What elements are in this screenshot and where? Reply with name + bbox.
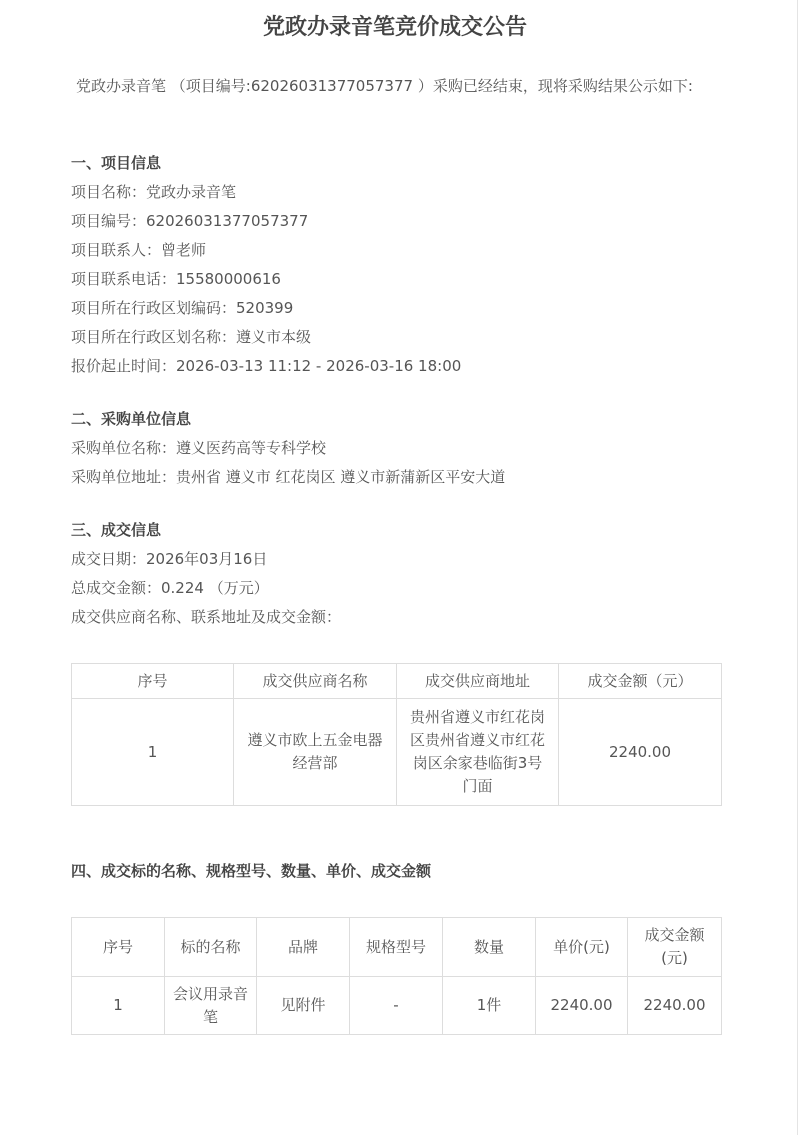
region-code: 项目所在行政区划编码：520399 <box>71 299 294 317</box>
table-cell: 2240.00 <box>628 977 722 1035</box>
items-table <box>71 917 722 1035</box>
col-header: 成交金额（元） <box>559 664 722 699</box>
col-header: 成交金额(元) <box>628 918 722 977</box>
scrollbar-edge[interactable] <box>797 0 798 1135</box>
table-row <box>72 699 722 806</box>
col-header: 成交供应商名称 <box>234 664 397 699</box>
col-header: 标的名称 <box>165 918 257 977</box>
supplier-table <box>71 663 722 806</box>
page-title: 党政办录音笔竞价成交公告 <box>262 15 527 40</box>
col-header: 序号 <box>72 664 234 699</box>
deal-date: 成交日期：2026年03月16日 <box>71 550 268 568</box>
section-items-heading: 四、成交标的名称、规格型号、数量、单价、成交金额 <box>71 862 432 880</box>
section-purchaser-heading: 二、采购单位信息 <box>71 410 192 428</box>
table-cell: - <box>350 977 443 1035</box>
purchaser-name: 采购单位名称：遵义医药高等专科学校 <box>71 439 327 457</box>
table-header-row <box>72 918 722 977</box>
project-phone: 项目联系电话：15580000616 <box>71 270 281 288</box>
col-header: 序号 <box>72 918 165 977</box>
table-cell: 1件 <box>443 977 536 1035</box>
table-cell: 2240.00 <box>559 699 722 806</box>
table-cell: 2240.00 <box>536 977 628 1035</box>
project-contact: 项目联系人：曾老师 <box>71 241 207 259</box>
table-cell: 贵州省遵义市红花岗区贵州省遵义市红花岗区余家巷临街3号门面 <box>397 699 559 806</box>
intro-paragraph: 党政办录音笔 （项目编号:62026031377057377 ）采购已经结束，现将采购结果公示如下: <box>76 77 693 95</box>
project-name: 项目名称：党政办录音笔 <box>71 183 237 201</box>
table-row <box>72 977 722 1035</box>
region-name: 项目所在行政区划名称：遵义市本级 <box>71 328 312 346</box>
deal-total: 总成交金额：0.224 （万元） <box>71 579 269 597</box>
table-cell: 1 <box>72 977 165 1035</box>
col-header: 数量 <box>443 918 536 977</box>
quote-period: 报价起止时间：2026-03-13 11:12 - 2026-03-16 18:00 <box>71 357 462 375</box>
table-cell: 1 <box>72 699 234 806</box>
section-deal-heading: 三、成交信息 <box>71 521 162 539</box>
supplier-list-label: 成交供应商名称、联系地址及成交金额： <box>71 608 342 626</box>
col-header: 成交供应商地址 <box>397 664 559 699</box>
table-cell: 遵义市欧上五金电器经营部 <box>234 699 397 806</box>
table-cell: 会议用录音笔 <box>165 977 257 1035</box>
purchaser-address: 采购单位地址：贵州省 遵义市 红花岗区 遵义市新蒲新区平安大道 <box>71 468 506 486</box>
section-project-info-heading: 一、项目信息 <box>71 154 162 172</box>
col-header: 单价(元) <box>536 918 628 977</box>
project-number: 项目编号：62026031377057377 <box>71 212 309 230</box>
table-header-row <box>72 664 722 699</box>
table-cell: 见附件 <box>257 977 350 1035</box>
col-header: 规格型号 <box>350 918 443 977</box>
col-header: 品牌 <box>257 918 350 977</box>
